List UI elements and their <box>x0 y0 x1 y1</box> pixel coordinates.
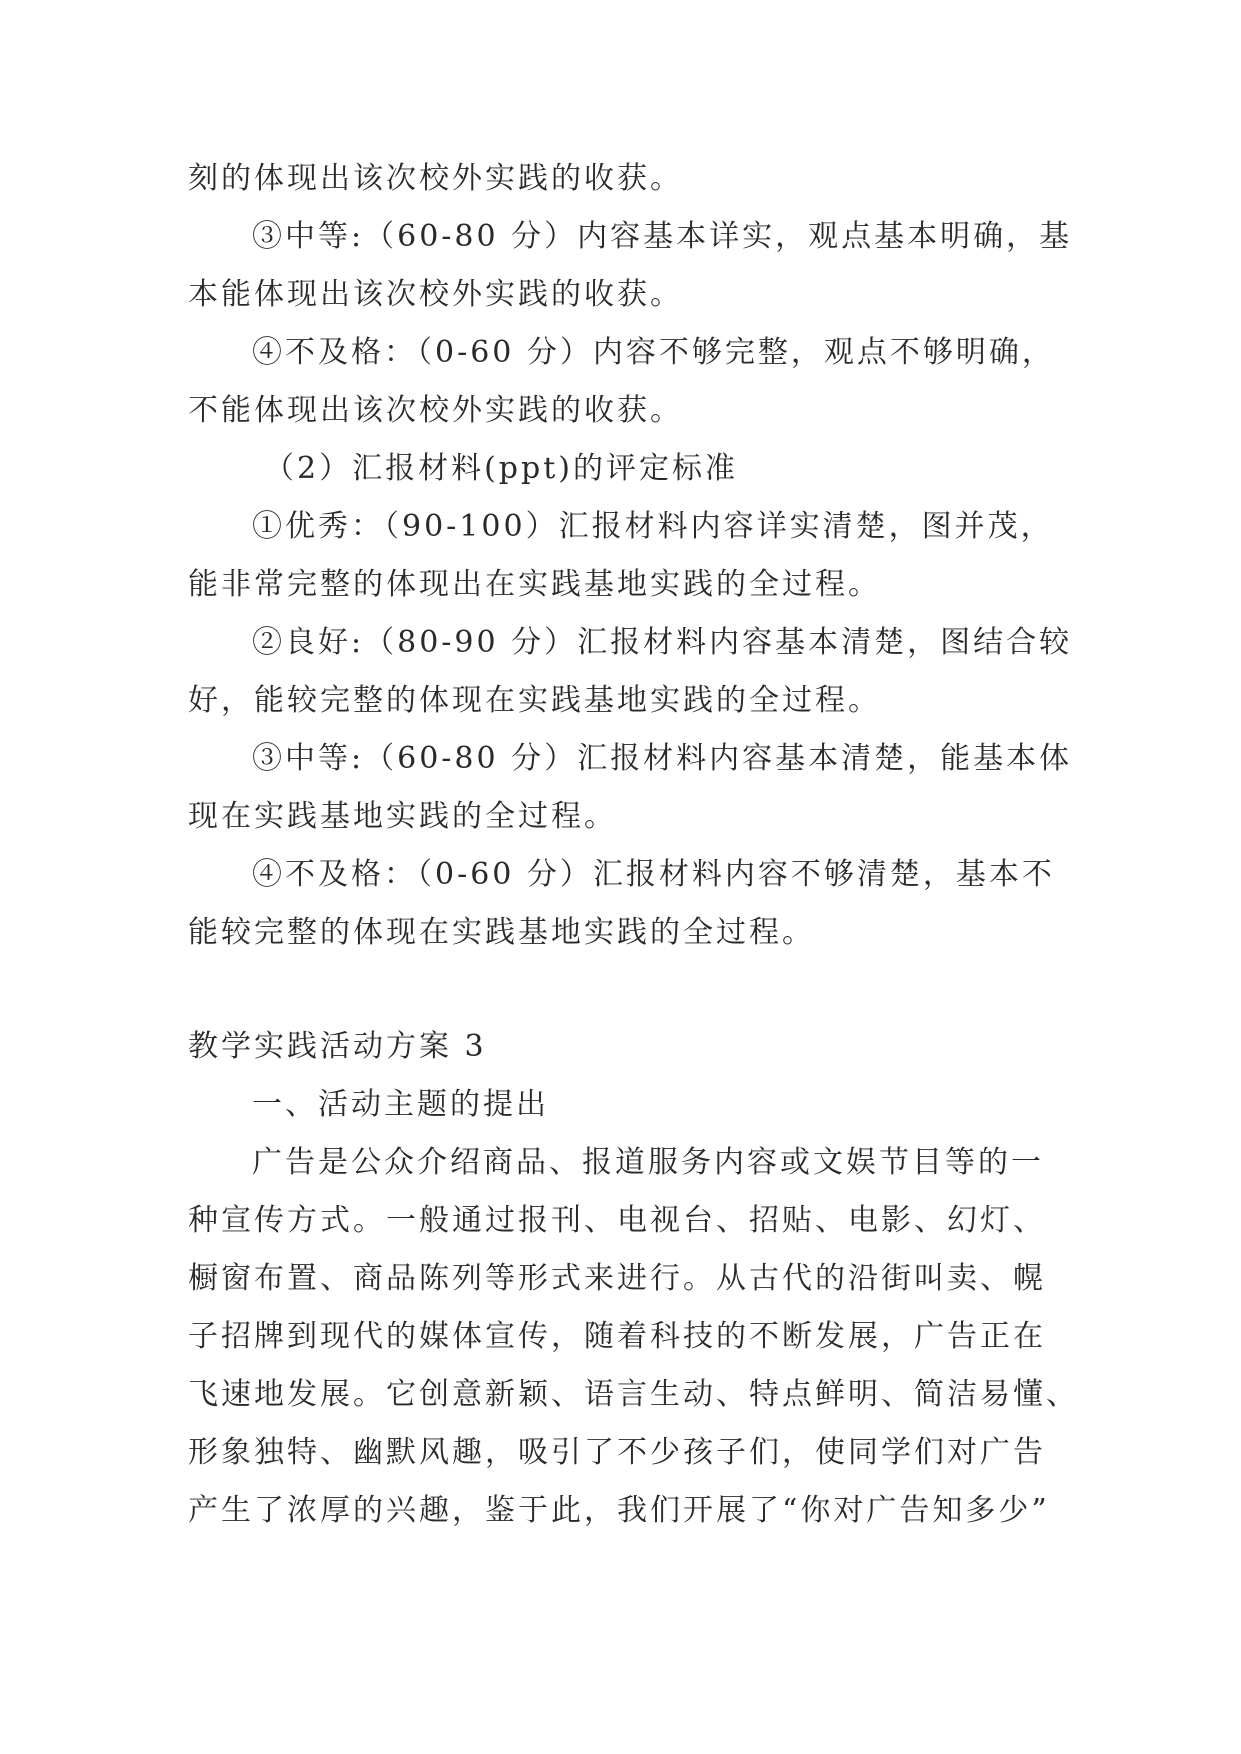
section-spacer <box>188 962 1058 1018</box>
grading-item-fail: ④不及格：（0-60 分）汇报材料内容不够清楚，基本不 <box>252 857 1055 892</box>
document-body <box>188 150 1079 1540</box>
section-title: 教学实践活动方案 3 <box>188 1029 487 1064</box>
body-text-line: 飞速地发展。它创意新颖、语言生动、特点鲜明、简洁易懂、 <box>188 1377 1079 1412</box>
body-text-line: 橱窗布置、商品陈列等形式来进行。从古代的沿街叫卖、幌 <box>188 1261 1046 1296</box>
body-text-line: 本能体现出该次校外实践的收获。 <box>188 277 683 312</box>
grading-item-medium: ③中等:（60-80 分）汇报材料内容基本清楚，能基本体 <box>252 741 1073 776</box>
section-heading: 一、活动主题的提出 <box>252 1087 549 1122</box>
body-text-line: 种宣传方式。一般通过报刊、电视台、招贴、电影、幻灯、 <box>188 1203 1046 1238</box>
body-text-line: 不能体现出该次校外实践的收获。 <box>188 393 683 428</box>
grading-item-medium: ③中等:（60-80 分）内容基本详实，观点基本明确，基 <box>252 219 1073 254</box>
section-subheading: （2）汇报材料(ppt)的评定标准 <box>264 451 738 486</box>
body-text-line: 子招牌到现代的媒体宣传，随着科技的不断发展，广告正在 <box>188 1319 1046 1354</box>
grading-item-good: ②良好:（80-90 分）汇报材料内容基本清楚，图结合较 <box>252 625 1073 660</box>
body-text-line: 刻的体现出该次校外实践的收获。 <box>188 161 683 196</box>
grading-item-fail: ④不及格：（0-60 分）内容不够完整，观点不够明确， <box>252 335 1055 370</box>
grading-item-excellent: ①优秀：（90-100）汇报材料内容详实清楚，图并茂， <box>252 509 1054 544</box>
body-text-line: 能非常完整的体现出在实践基地实践的全过程。 <box>188 567 881 602</box>
paragraph-first-line: 广告是公众介绍商品、报道服务内容或文娱节目等的一 <box>252 1145 1044 1180</box>
body-text-line: 形象独特、幽默风趣，吸引了不少孩子们，使同学们对广告 <box>188 1435 1046 1470</box>
body-text-line: 能较完整的体现在实践基地实践的全过程。 <box>188 915 815 950</box>
body-text-line: 现在实践基地实践的全过程。 <box>188 799 617 834</box>
body-text-line: 产生了浓厚的兴趣，鉴于此，我们开展了“你对广告知多少” <box>188 1493 1050 1528</box>
body-text-line: 好，能较完整的体现在实践基地实践的全过程。 <box>188 683 881 718</box>
